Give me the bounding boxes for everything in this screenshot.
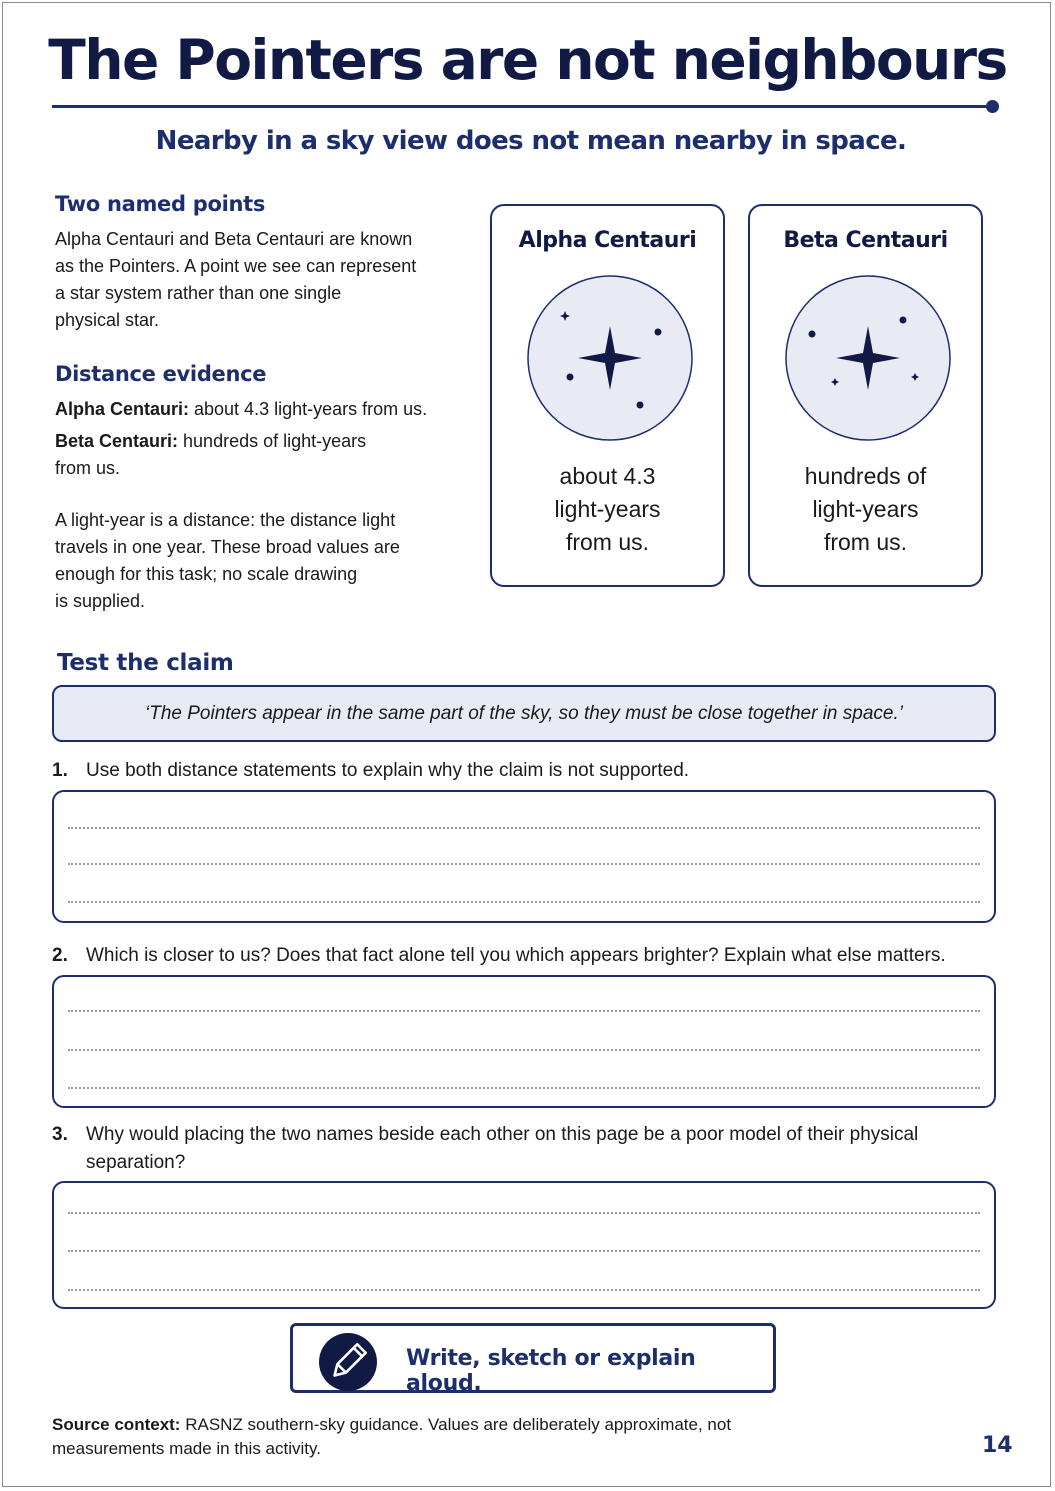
answer-line — [68, 1289, 980, 1291]
title-rule-dot — [986, 100, 999, 113]
card-distance — [492, 460, 723, 559]
question-text: Which is closer to us? Does that fact alone tell you which appears brighter? Explain what else matters. — [86, 945, 946, 966]
alpha-evidence — [55, 396, 475, 423]
answer-line — [68, 1010, 980, 1012]
answer-line — [68, 901, 980, 903]
note-line: is supplied. — [55, 591, 146, 611]
card-line: from us. — [565, 529, 650, 555]
star-circle-icon — [526, 274, 694, 442]
answer-box-3[interactable] — [52, 1181, 996, 1309]
note-line: travels in one year. These broad values are — [55, 537, 400, 557]
card-line: about 4.3 — [559, 463, 656, 489]
light-year-note — [55, 507, 475, 615]
question-text: Use both distance statements to explain why the claim is not supported. — [86, 760, 690, 781]
card-line: from us. — [823, 529, 908, 555]
two-named-points-heading: Two named points — [55, 192, 266, 216]
beta-evidence-text-2: from us. — [55, 458, 121, 478]
pencil-icon — [319, 1333, 377, 1391]
question-2 — [52, 942, 1006, 970]
card-title: Beta Centauri — [783, 228, 948, 253]
intro-paragraph — [55, 226, 475, 334]
question-number: 1. — [52, 760, 68, 781]
beta-centauri-card — [748, 204, 983, 587]
answer-line — [68, 827, 980, 829]
answer-box-2[interactable] — [52, 975, 996, 1108]
answer-line — [68, 1212, 980, 1214]
beta-evidence — [55, 428, 475, 482]
answer-line — [68, 863, 980, 865]
test-claim-heading: Test the claim — [57, 650, 234, 676]
alpha-evidence-text: about 4.3 light-years from us. — [189, 399, 428, 419]
intro-line: physical star. — [55, 310, 160, 330]
distance-evidence-heading: Distance evidence — [55, 362, 267, 386]
page-subtitle: Nearby in a sky view does not mean nearby in space. — [155, 126, 907, 156]
beta-evidence-text: hundreds of light-years — [178, 431, 367, 451]
intro-line: as the Pointers. A point we see can represent — [55, 256, 417, 276]
answer-line — [68, 1250, 980, 1252]
question-text: Why would placing the two names beside each other on this page be a poor model of their physical separation? — [86, 1124, 919, 1173]
card-title: Alpha Centauri — [518, 228, 697, 253]
answer-line — [68, 1049, 980, 1051]
card-distance — [750, 460, 981, 559]
title-rule — [52, 105, 992, 108]
intro-line: a star system rather than one single — [55, 283, 342, 303]
page-title: The Pointers are not neighbours — [48, 28, 1007, 92]
source-context — [52, 1413, 812, 1461]
alpha-centauri-card — [490, 204, 725, 587]
card-line: light-years — [812, 496, 919, 522]
question-1 — [52, 757, 1006, 785]
question-number: 3. — [52, 1124, 68, 1145]
star-circle-icon — [784, 274, 952, 442]
prompt-label: Write, sketch or explain aloud. — [406, 1346, 696, 1396]
write-sketch-explain-prompt — [290, 1323, 776, 1396]
source-label: Source context: — [52, 1415, 181, 1434]
answer-box-1[interactable] — [52, 790, 996, 923]
card-line: light-years — [554, 496, 661, 522]
alpha-evidence-label: Alpha Centauri: — [55, 399, 190, 419]
question-3 — [52, 1121, 946, 1177]
note-line: A light-year is a distance: the distance light — [55, 510, 396, 530]
pencil-icon-badge — [319, 1333, 377, 1391]
claim-box: ‘The Pointers appear in the same part of the sky, so they must be close together in space.’ — [52, 685, 996, 742]
answer-line — [68, 1087, 980, 1089]
note-line: enough for this task; no scale drawing — [55, 564, 358, 584]
question-number: 2. — [52, 945, 68, 966]
source-text: RASNZ southern-sky guidance. Values are deliberately approximate, not measurements made in this activity. — [52, 1415, 732, 1458]
beta-evidence-label: Beta Centauri: — [55, 431, 179, 451]
intro-line: Alpha Centauri and Beta Centauri are known — [55, 229, 413, 249]
page-number: 14 — [982, 1433, 1013, 1458]
card-line: hundreds of — [804, 463, 927, 489]
